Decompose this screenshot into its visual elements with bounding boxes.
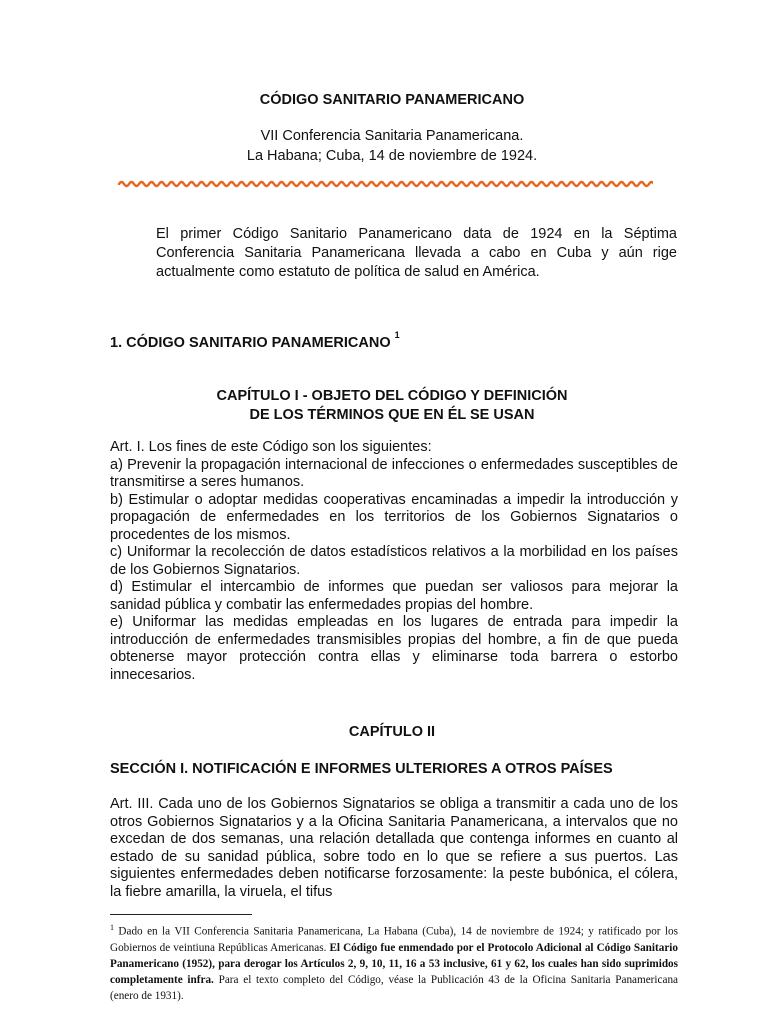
article-1 <box>110 439 678 684</box>
chapter-1-heading-line-1: CAPÍTULO I - OBJETO DEL CÓDIGO Y DEFINICIÓN <box>216 388 568 404</box>
article-1-intro: Art. I. Los fines de este Código son los siguientes: <box>110 439 432 455</box>
footnote-text-1: Dado en la VII Conferencia Sanitaria Panamericana, La Habana (Cuba), 14 de noviembre de 1924; y ratificado por los Gobiernos de veintiuna Repúblicas Americanas. <box>110 925 678 954</box>
footnote-text-bold: El Código fue enmendado por el Protocolo Adicional al Código Sanitario Panamericano (1952), para derogar los Artículos 2, 9, 10, 11, 16 a 53 inclusive, 61 y 62, los cuales han sido suprimidos completamente infra. <box>110 941 678 986</box>
chapter-1-heading <box>0 387 768 425</box>
subtitle-line-2: La Habana; Cuba, 14 de noviembre de 1924. <box>246 148 538 164</box>
section-1-heading: SECCIÓN I. NOTIFICACIÓN E INFORMES ULTERIORES A OTROS PAÍSES <box>110 761 613 777</box>
footnote-number: 1 <box>110 923 114 932</box>
footnote-separator <box>110 914 252 915</box>
footnote <box>110 920 678 1004</box>
document-subtitle <box>0 126 768 166</box>
wavy-divider <box>117 178 653 190</box>
intro-paragraph: El primer Código Sanitario Panamericano data de 1924 en la Séptima Conferencia Sanitaria Panamericana llevada a cabo en Cuba y aún rige actualmente como estatuto de política de salud en América. <box>156 226 677 280</box>
article-1-item-c: c) Uniformar la recolección de datos estadísticos relativos a la morbilidad en los países de los Gobiernos Signatarios. <box>110 544 678 578</box>
chapter-1-heading-line-2: DE LOS TÉRMINOS QUE EN ÉL SE USAN <box>249 407 535 423</box>
document-title: CÓDIGO SANITARIO PANAMERICANO <box>259 92 525 108</box>
section-heading <box>110 330 400 351</box>
subtitle-line-1: VII Conferencia Sanitaria Panamericana. <box>260 128 524 144</box>
footnote-text-2: Para el texto completo del Código, véase la Publicación 43 de la Oficina Sanitaria Panamericana (enero de 1931). <box>110 973 679 1002</box>
footnote-ref[interactable]: 1 <box>394 330 400 340</box>
article-1-item-b: b) Estimular o adoptar medidas cooperativas encaminadas a impedir la introducción y propagación de enfermedades en los territorios de los Gobiernos Signatarios o procedentes de los mismos. <box>110 491 678 543</box>
chapter-2-heading: CAPÍTULO II <box>348 724 436 740</box>
section-heading-text: 1. CÓDIGO SANITARIO PANAMERICANO <box>110 334 391 351</box>
article-1-item-d: d) Estimular el intercambio de informes que puedan ser valiosos para mejorar la sanidad pública y combatir las enfermedades propias del hombre. <box>110 579 678 613</box>
article-1-item-a: a) Prevenir la propagación internacional de infecciones o enfermedades susceptibles de transmitirse a seres humanos. <box>110 456 678 490</box>
article-1-item-e: e) Uniformar las medidas empleadas en los lugares de entrada para impedir la introducción de enfermedades transmisibles propias del hombre, a fin de que pueda obtenerse mayor protección contra ellas y eliminarse toda barrera o estorbo innecesarios. <box>110 614 678 683</box>
article-3: Art. III. Cada uno de los Gobiernos Signatarios se obliga a transmitir a cada uno de los otros Gobiernos Signatarios y a la Oficina Sanitaria Panamericana, a intervalos que no excedan de dos semanas, una relación detallada que contenga informes en cuanto al estado de su sanidad pública, sobre todo en lo que se refiere a sus puertos. Las siguientes enfermedades deben notificarse forzosamente: la peste bubónica, el cólera, la fiebre amarilla, la viruela, el tifus <box>110 796 678 900</box>
